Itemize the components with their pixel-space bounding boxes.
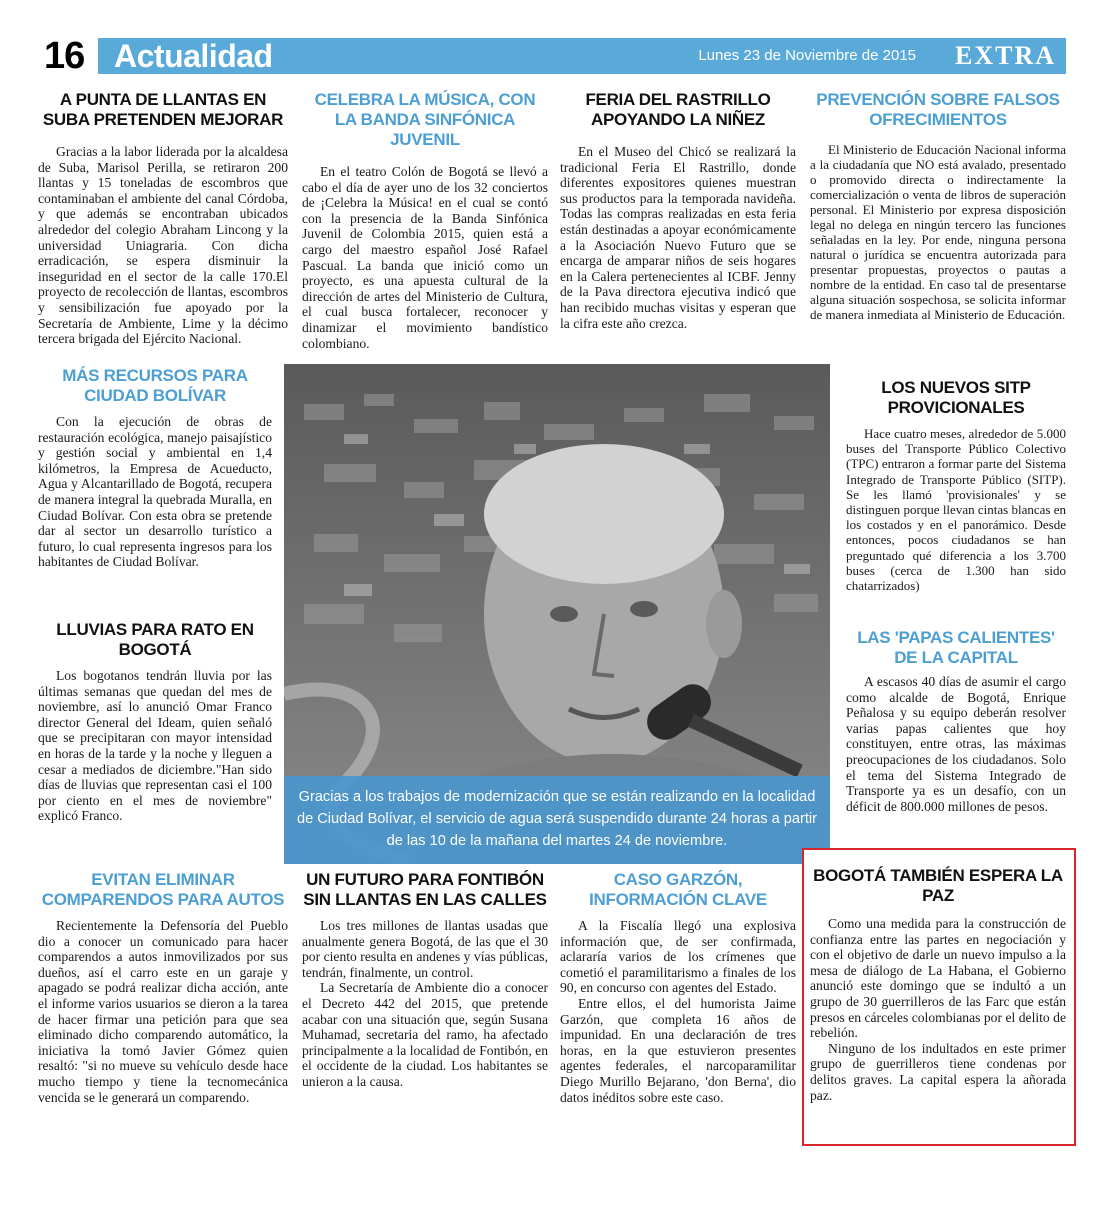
article-sitp	[846, 378, 1066, 593]
headline: LOS NUEVOS SITP PROVICIONALES	[881, 378, 1031, 417]
headline: EVITAN ELIMINAR COMPARENDOS PARA AUTOS	[41, 870, 285, 909]
article-paz	[810, 866, 1066, 1103]
paragraph: La Secretaría de Ambiente dio a conocer el Decreto 442 del 2015, que pretende acabar con una situación que, según Susana Muhamad, secretaria del ramo, ha afectado principalmente a la localidad de Fontibón, en el occidente de la ciudad. Los habitantes se unieron a la causa.	[302, 980, 548, 1089]
article-body	[302, 918, 548, 1090]
paragraph: Los bogotanos tendrán lluvia por las últimas semanas que quedan del mes de noviembre, así lo anunció Omar Franco director General del Ideam, quien señaló que se precipitaran con mayor intensidad en horas de la tarde y la noche y lleguen a cesar a mediados de diciembre."Han sido días de lluvias que representan casi el 100 por ciento en el mes de noviembre" explicó Franco.	[38, 668, 272, 824]
paragraph: El Ministerio de Educación Nacional informa a la ciudadanía que NO está avalado, presentado o promovido directa o indirectamente la comercialización o venta de libros de superación personal. El Ministerio por expresa disposición legal no delega en ningún tercero las funciones señaladas en la ley. Por ende, ninguna persona natural o jurídica se encuentra autorizada para presentar propuestas, proyectos o pautas a nombre de la entidad. En caso tal de presentarse alguna situación sospechosa, se solicita informar de manera inmediata al Ministerio de Educación.	[810, 142, 1066, 322]
article-recursos	[38, 366, 272, 570]
headline: BOGOTÁ TAMBIÉN ESPERA LA PAZ	[813, 866, 1063, 905]
article-body	[560, 144, 796, 331]
page-header	[44, 36, 1066, 76]
article-llantas	[38, 90, 288, 347]
article-body	[846, 674, 1066, 814]
headline: LLUVIAS PARA RATO EN BOGOTÁ	[56, 620, 254, 659]
paragraph: A escasos 40 días de asumir el cargo como alcalde de Bogotá, Enrique Peñalosa y su equipo deberán resolver varias papas calientes que hoy constituyen, entre otras, las máximas preocupaciones de los ciudadanos. Solo el tema del Sistema Integrado de Transporte ya es un desafío, con un déficit de 800.000 millones de pesos.	[846, 674, 1066, 814]
paragraph: Como una medida para la construcción de confianza entre las partes en negociación y con el objetivo de darle un nuevo impulso a la mesa de diálogo de La Habana, el Gobierno anunció este domingo que se indultó a un grupo de 30 guerrilleros de las Farc que están presos en cárceles colombianas por el delito de rebelión.	[810, 916, 1066, 1041]
photo-caption: Gracias a los trabajos de modernización que se están realizando en la localidad de Ciudad Bolívar, el servicio de agua será suspendido durante 24 horas a partir de las 10 de la mañana del martes 24 de noviembre.	[284, 776, 830, 864]
article-garzon	[560, 870, 796, 1105]
headline: CELEBRA LA MÚSICA, CON LA BANDA SINFÓNICA JUVENIL	[314, 90, 536, 149]
paragraph: Con la ejecución de obras de restauración ecológica, manejo paisajístico y gestión social y ambiental en 1,4 kilómetros, la Empresa de Acueducto, Agua y Alcantarillado de Bogotá, recupera de manera integral la quebrada Muralla, en Ciudad Bolívar. Con esta obra se pretende dar al sector un desarrollo turístico a futuro, lo cual representa ingresos para los habitantes de Ciudad Bolívar.	[38, 414, 272, 570]
article-body	[302, 164, 548, 351]
article-comparendos	[38, 870, 288, 1105]
issue-date: Lunes 23 de Noviembre de 2015	[698, 47, 916, 64]
paragraph: Recientemente la Defensoría del Pueblo dio a conocer un comunicado para hacer comparendos a autos inmovilizados por sus dueños, así el carro este en un garaje y apagado se podrá realizar dicha acción, ante el informe varios usuarios se dieron a la tarea de hacer firmar una petición para que sea eliminado dicho comparendo automático, la iniciativa la tomó Javier Gómez quien resaltó: "si no mueve su vehículo desde hace mucho tiempo y tiene la tecnomecánica vencida se le generará un comparendo.	[38, 918, 288, 1105]
article-rastrillo	[560, 90, 796, 331]
article-lluvias	[38, 620, 272, 824]
article-body	[38, 918, 288, 1105]
paragraph: A la Fiscalía llegó una explosiva información que, de ser confirmada, aclararía varios de los crímenes que cometió el paramilitarismo a finales de los 90, en concurso con agentes del Estado.	[560, 918, 796, 996]
headline: MÁS RECURSOS PARA CIUDAD BOLÍVAR	[62, 366, 248, 405]
headline: UN FUTURO PARA FONTIBÓN SIN LLANTAS EN LAS CALLES	[303, 870, 547, 909]
article-body	[38, 414, 272, 570]
article-body	[846, 426, 1066, 593]
article-body	[560, 918, 796, 1105]
headline: CASO GARZÓN, INFORMACIÓN CLAVE	[589, 870, 767, 909]
article-body	[810, 916, 1066, 1103]
headline: A PUNTA DE LLANTAS EN SUBA PRETENDEN MEJORAR	[42, 90, 284, 129]
paragraph: Entre ellos, el del humorista Jaime Garzón, que completa 16 años de impunidad. En una declaración de tres horas, en la que estuvieron presentes agentes federales, el narcoparamilitar Diego Murillo Bejarano, 'don Berna', dio datos inéditos sobre este caso.	[560, 995, 796, 1105]
article-body	[38, 144, 288, 347]
section-bar	[98, 38, 1066, 74]
brand-logo: EXTRA	[954, 41, 1056, 70]
section-title: Actualidad	[114, 38, 273, 74]
article-fontibon	[302, 870, 548, 1090]
paragraph: En el Museo del Chicó se realizará la tradicional Feria El Rastrillo, donde diferentes expositores quienes muestran sus productos para la temporada navideña. Todas las compras realizadas en esta feria están destinadas a apoyar económicamente a la Asociación Nuevo Futuro que se encarga de amparar niños de seis hogares en la Calera pertenecientes al ICBF. Jenny de la Pava directora ejecutiva indicó que han recibido muchas visitas y esperan que la cifra este año crezca.	[560, 144, 796, 331]
article-musica	[302, 90, 548, 351]
article-body	[810, 142, 1066, 322]
headline: LAS 'PAPAS CALIENTES' DE LA CAPITAL	[857, 628, 1055, 667]
paragraph: En el teatro Colón de Bogotá se llevó a cabo el día de ayer uno de los 32 conciertos de ¡Celebra la Música! en el cual se contó con la presencia de la Banda Sinfónica Juvenil de Colombia 2015, quien está a cargo del maestro español José Rafael Pascual. La banda que inició como un proyecto, es una apuesta cultural de la dirección de artes del Ministerio de Cultura, el cual busca fortalecer, reconocer y dinamizar el movimiento bandístico colombiano.	[302, 164, 548, 351]
article-prevencion	[810, 90, 1066, 322]
article-body	[38, 668, 272, 824]
paragraph: Gracias a la labor liderada por la alcaldesa de Suba, Marisol Perilla, se retiraron 200 llantas y 15 toneladas de escombros que contaminaban el ambiente del canal Córdoba, y que además se encontraban ubicados alrededor del colegio Abraham Lincong y la universidad Uniagraria. Con dicha erradicación, se espera disminuir la inseguridad en el sector de la calle 170.El proyecto de recolección de llantas, escombros y sensibilización fue apoyado por la Secretaría de Ambiente, Lime y la décimo tercera brigada del Ejército Nacional.	[38, 144, 288, 347]
photo-ciudad-bolivar	[284, 364, 830, 864]
paragraph: Los tres millones de llantas usadas que anualmente genera Bogotá, de las que el 30 por ciento resulta en andenes y vías públicas, tendrán, finalmente, un control.	[302, 918, 548, 980]
headline: PREVENCIÓN SOBRE FALSOS OFRECIMIENTOS	[816, 90, 1060, 129]
paragraph: Ninguno de los indultados en este primer grupo de guerrilleros tiene condenas por delitos graves. La capital espera la añorada paz.	[810, 1040, 1066, 1103]
headline: FERIA DEL RASTRILLO APOYANDO LA NIÑEZ	[585, 90, 771, 129]
paragraph: Hace cuatro meses, alrededor de 5.000 buses del Transporte Público Colectivo (TPC) entraron a formar parte del Sistema Integrado de Transporte Público (SITP). Se les llamó 'provisionales' y se distinguen porque llevan cintas blancas en los costados y en el panorámico. Desde entonces, pocos ciudadanos se han preguntado qué diferencia a los 3.700 buses (cerca de 1.300 han sido chatarrizados)	[846, 426, 1066, 594]
article-papas	[846, 628, 1066, 814]
page-number: 16	[44, 35, 85, 77]
